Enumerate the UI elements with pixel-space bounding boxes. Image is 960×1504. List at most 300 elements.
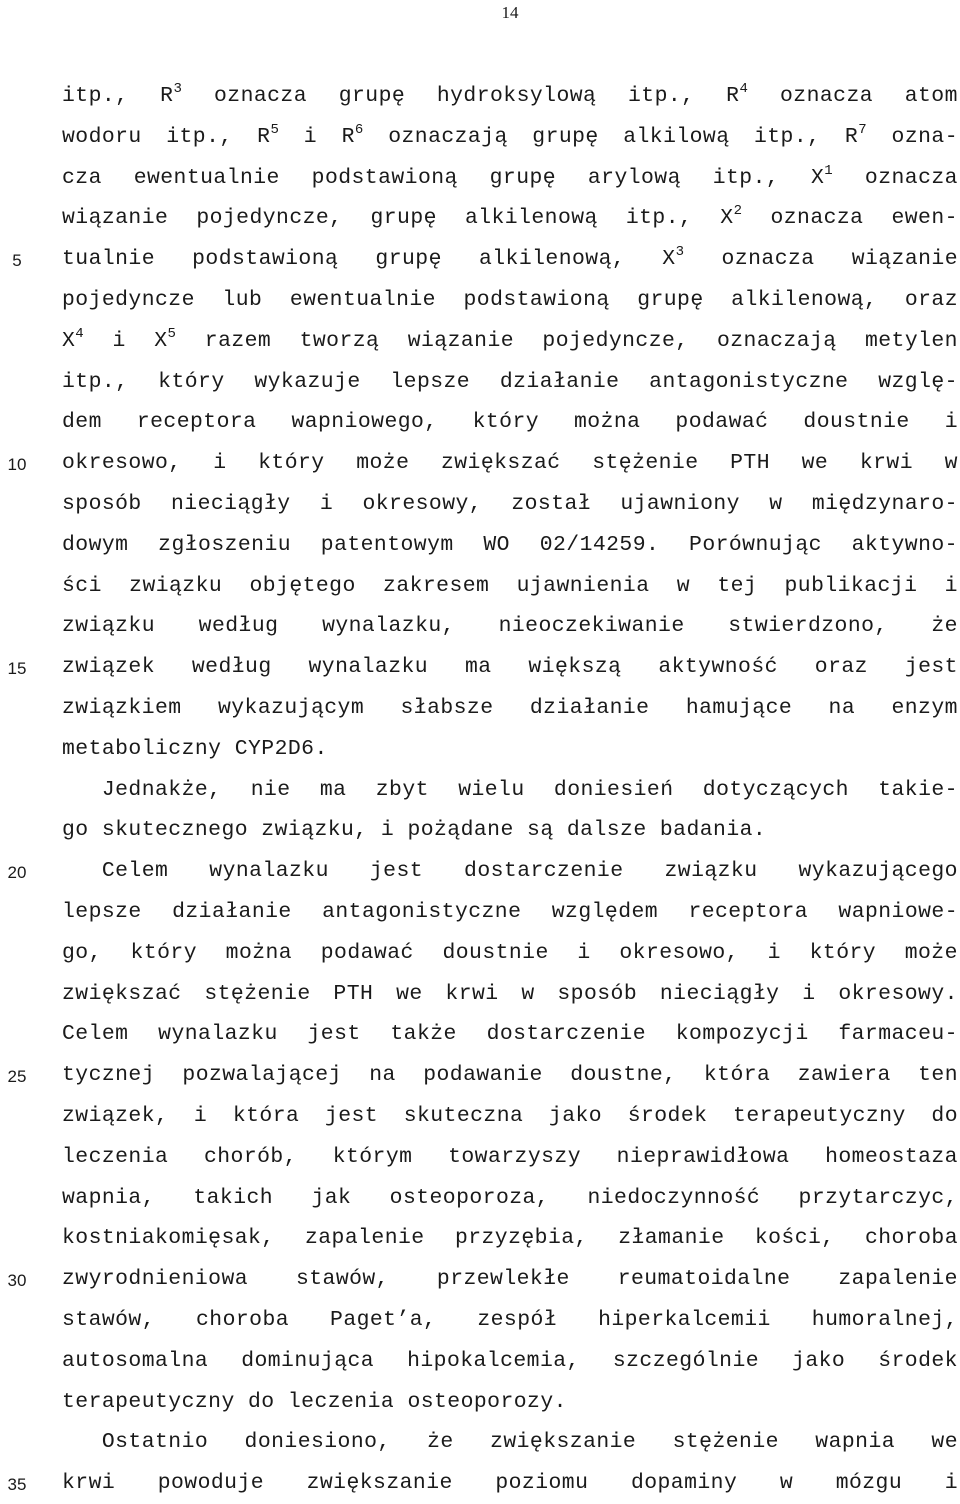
word: jako — [548, 1103, 603, 1128]
word: we — [396, 981, 423, 1006]
word: i — [112, 328, 126, 353]
word: alkilenową, — [478, 247, 626, 272]
word: okresowy, — [362, 491, 483, 516]
word: kostniakomięsak, — [62, 1226, 275, 1251]
text-line — [62, 1341, 958, 1382]
word: terapeutyczny — [733, 1103, 906, 1128]
word: grupę — [532, 124, 599, 149]
word: arylową — [587, 165, 681, 190]
text-line — [62, 1137, 958, 1178]
word: i — [767, 940, 781, 965]
word: która — [232, 1103, 300, 1128]
word: przyzębia, — [454, 1226, 588, 1251]
text-line — [62, 851, 958, 892]
word: pozwalającej — [182, 1063, 342, 1088]
word: doustnie — [803, 410, 910, 435]
word: grupę — [375, 247, 442, 272]
word: szczególnie — [612, 1348, 760, 1373]
word: stawów, — [295, 1267, 389, 1292]
word: pojedyncze — [62, 287, 195, 312]
word: jako — [792, 1348, 846, 1373]
word: słabsze — [400, 695, 494, 720]
text-line — [62, 321, 958, 362]
word: podstawioną — [463, 287, 610, 312]
word: 02/14259. — [539, 532, 660, 557]
word: ści — [62, 573, 102, 598]
word: zapalenie — [304, 1226, 425, 1251]
line-text: terapeutyczny do leczenia osteoporozy. — [62, 1389, 567, 1414]
word: wiązanie — [851, 247, 958, 272]
word: zapalenie — [838, 1267, 958, 1292]
word: hiperkalcemii — [598, 1307, 771, 1332]
superscript-index: 5 — [167, 325, 177, 342]
word: który — [158, 369, 225, 394]
word: we — [801, 451, 829, 476]
word: jest — [324, 1103, 379, 1128]
word: poziomu — [495, 1471, 589, 1496]
word: aktywno- — [851, 532, 958, 557]
word: kości, — [754, 1226, 835, 1251]
line-number-10: 10 — [7, 455, 27, 474]
word: i — [319, 491, 334, 516]
word: wykazującego — [798, 859, 958, 884]
word: chorób, — [203, 1144, 297, 1169]
word: zwiększać — [62, 981, 182, 1006]
word: i — [193, 1103, 208, 1128]
word: oznacza — [721, 247, 815, 272]
word: względem — [551, 899, 659, 924]
word: w — [676, 573, 691, 598]
word: reumatoidalne — [617, 1267, 791, 1292]
word: zwiększanie — [490, 1430, 637, 1455]
word: $X^3$ — [662, 244, 685, 272]
word: homeostaza — [825, 1144, 958, 1169]
word: hipokalcemia, — [407, 1348, 580, 1373]
word: okresowy. — [838, 981, 958, 1006]
text-line — [62, 158, 958, 199]
word: na — [369, 1063, 396, 1088]
word: tualnie — [62, 247, 156, 272]
text-line — [62, 770, 958, 811]
superscript-index: 4 — [739, 81, 749, 97]
word: powoduje — [157, 1471, 265, 1496]
word: dem — [62, 410, 102, 435]
word: i — [944, 573, 958, 598]
word: metylen — [864, 328, 958, 353]
word: takich — [193, 1185, 274, 1210]
word: alkilenową — [464, 206, 598, 231]
word: itp., — [62, 84, 129, 108]
word: $X^5$ — [154, 325, 177, 353]
word: choroba — [864, 1226, 958, 1251]
text-line — [62, 198, 958, 239]
text-line — [62, 484, 958, 525]
word: ujawnienia — [516, 573, 650, 598]
word: dostarczenie — [464, 859, 624, 884]
text-line — [62, 974, 958, 1015]
word: antagonistyczne — [649, 369, 849, 394]
word: do — [931, 1103, 958, 1128]
word: pojedyncze, — [542, 328, 689, 353]
word: Porównując — [689, 532, 822, 557]
word: tworzą — [299, 328, 380, 353]
word: itp., — [628, 84, 695, 108]
word: środek — [627, 1103, 708, 1128]
word: Celem — [62, 859, 169, 884]
line-number-20: 20 — [7, 863, 27, 882]
word: dostarczenie — [486, 1022, 647, 1047]
word: wapniowego, — [291, 410, 438, 435]
word: PTH — [730, 451, 770, 476]
word: enzym — [891, 695, 958, 720]
word: stawów, — [62, 1307, 156, 1332]
word: zbyt — [375, 777, 429, 802]
word: związek, — [62, 1103, 169, 1128]
superscript-index: 1 — [824, 162, 834, 179]
word: oznaczają — [716, 328, 837, 353]
word: $X^1$ — [810, 162, 834, 190]
word: dominująca — [241, 1348, 375, 1373]
text-line — [62, 933, 958, 974]
text-line — [62, 1178, 958, 1219]
word: objętego — [249, 573, 356, 598]
word: go, — [62, 940, 102, 965]
word: itp., — [753, 124, 821, 149]
word: zawiera — [797, 1063, 891, 1088]
word: autosomalna — [62, 1348, 209, 1373]
word: wiązanie — [407, 328, 515, 353]
word: który — [130, 940, 197, 965]
word: działanie — [529, 695, 650, 720]
text-line — [62, 280, 958, 321]
word: zgłoszeniu — [158, 532, 292, 557]
word: podawać — [675, 410, 769, 435]
word: okresowo, — [619, 940, 739, 965]
word: oznacza — [864, 165, 958, 190]
word: itp., — [712, 165, 780, 190]
word: ewentualnie — [133, 165, 280, 190]
word: Jednakże, — [62, 777, 222, 802]
word: lepsze — [390, 369, 471, 394]
word: wynalazku, — [322, 614, 455, 639]
text-line — [62, 1300, 958, 1341]
word: który — [258, 451, 325, 476]
word: i — [802, 981, 816, 1006]
word: nieciągły — [171, 491, 291, 516]
word: wapnia, — [62, 1185, 156, 1210]
word: oznacza — [214, 84, 308, 108]
word: PTH — [333, 981, 374, 1006]
word: doniesiono, — [244, 1430, 391, 1455]
word: hamujące — [685, 695, 793, 720]
line-text: go skutecznego związku, i pożądane są dalsze badania. — [62, 818, 767, 843]
word: działanie — [499, 369, 620, 394]
word: mózgu — [835, 1471, 903, 1496]
word: podawać — [320, 940, 414, 965]
word: można — [225, 940, 293, 965]
word: nie — [250, 777, 291, 802]
superscript-index: 5 — [270, 121, 280, 138]
word: $R^7$ — [844, 121, 868, 149]
line-number-35: 35 — [7, 1475, 27, 1494]
word: razem — [204, 328, 272, 353]
text-line — [62, 810, 958, 851]
word: związku — [664, 859, 758, 884]
word: podstawioną — [192, 247, 339, 272]
word: wielu — [458, 777, 525, 802]
word: jak — [311, 1185, 352, 1210]
word: dopaminy — [630, 1471, 738, 1496]
word: sposób — [557, 981, 638, 1006]
word: i — [213, 451, 227, 476]
word: krwi — [859, 451, 913, 476]
word: która — [703, 1063, 771, 1088]
word: ujawniony — [620, 491, 740, 516]
word: takie- — [878, 777, 958, 802]
word: ewentualnie — [289, 287, 436, 312]
word: lepsze — [62, 899, 142, 924]
word: krwi — [62, 1471, 116, 1496]
line-number-25: 25 — [7, 1067, 27, 1086]
word: ten — [918, 1063, 958, 1088]
word: w — [944, 451, 958, 476]
word: doustnie — [442, 940, 549, 965]
word: podawanie — [423, 1063, 543, 1088]
word: może — [904, 940, 958, 965]
word: w — [769, 491, 783, 516]
word: ma — [464, 655, 492, 680]
text-line — [62, 892, 958, 933]
text-line — [62, 729, 958, 770]
word: jest — [904, 655, 958, 680]
text-line — [62, 76, 958, 117]
word: leczenia — [62, 1144, 169, 1169]
superscript-index: 3 — [675, 244, 685, 261]
word: na — [828, 695, 856, 720]
text-line — [62, 1422, 958, 1463]
word: zakresem — [383, 573, 490, 598]
superscript-index: 4 — [75, 325, 85, 342]
word: większą — [528, 655, 622, 680]
word: $R^3$ — [160, 81, 183, 108]
word: $R^4$ — [726, 81, 749, 108]
word: pojedyncze, — [196, 206, 343, 231]
word: który — [472, 410, 540, 435]
word: krwi — [445, 981, 499, 1006]
word: skuteczna — [403, 1103, 524, 1128]
word: farmaceu- — [838, 1022, 958, 1047]
word: Ostatnio — [62, 1430, 209, 1455]
text-line — [62, 688, 958, 729]
word: towarzyszy — [448, 1144, 581, 1169]
word: grupę — [370, 206, 437, 231]
word: działanie — [172, 899, 292, 924]
word: grupę — [489, 165, 557, 190]
word: sposób — [62, 491, 142, 516]
word: wiązanie — [62, 206, 169, 231]
word: stężenie — [672, 1430, 779, 1455]
superscript-index: 7 — [858, 121, 868, 138]
word: i — [577, 940, 591, 965]
superscript-index: 3 — [173, 81, 183, 97]
word: podstawioną — [311, 165, 458, 190]
word: jest — [307, 1022, 361, 1047]
word: wykazującym — [217, 695, 365, 720]
word: wykazuje — [254, 369, 361, 394]
line-number-30: 30 — [7, 1271, 27, 1290]
text-line — [62, 402, 958, 443]
text-line — [62, 1259, 958, 1300]
line-text: metaboliczny CYP2D6. — [62, 736, 328, 761]
word: środek — [878, 1348, 958, 1373]
word: międzynaro- — [811, 491, 958, 516]
text-line — [62, 1055, 958, 1096]
text-line — [62, 1096, 958, 1137]
word: wynalazku — [158, 1022, 278, 1047]
word: według — [191, 655, 272, 680]
word: hydroksylową — [436, 84, 597, 108]
word: wynalazku — [209, 859, 329, 884]
word: oznacza — [770, 206, 864, 231]
word: $R^6$ — [341, 121, 364, 149]
word: itp., — [166, 124, 233, 149]
word: zespół — [477, 1307, 558, 1332]
superscript-index: 6 — [354, 121, 364, 138]
word: złamanie — [618, 1226, 725, 1251]
word: okresowo, — [62, 451, 182, 476]
text-line — [62, 1218, 958, 1259]
text-line — [62, 362, 958, 403]
word: doniesień — [553, 777, 674, 802]
word: związek — [62, 655, 156, 680]
text-line — [62, 443, 958, 484]
word: w — [521, 981, 535, 1006]
word: alkilową — [623, 124, 730, 149]
word: także — [390, 1022, 457, 1047]
word: $X^2$ — [720, 203, 743, 231]
word: niedoczynność — [587, 1185, 761, 1210]
word: którym — [332, 1144, 413, 1169]
word: nieoczekiwanie — [498, 614, 685, 639]
text-line — [62, 566, 958, 607]
word: stężenie — [592, 451, 699, 476]
line-number-5: 5 — [12, 251, 22, 270]
word: w — [779, 1471, 794, 1496]
text-line — [62, 117, 958, 158]
word: alkilenową, — [731, 287, 878, 312]
word: lub — [222, 287, 263, 312]
word: aktywność — [658, 655, 778, 680]
word: oznaczają — [388, 124, 508, 149]
word: kompozycji — [675, 1022, 809, 1047]
word: Celem — [62, 1022, 129, 1047]
word: może — [356, 451, 410, 476]
word: oraz — [904, 287, 958, 312]
word: receptora — [688, 899, 809, 924]
word: publikacji — [784, 573, 918, 598]
word: stężenie — [204, 981, 311, 1006]
word: związku — [62, 614, 156, 639]
document-body — [62, 76, 958, 1504]
word: że — [427, 1430, 454, 1455]
word: związkiem — [62, 695, 182, 720]
text-line — [62, 525, 958, 566]
page-number: 14 — [501, 3, 519, 22]
text-line — [62, 1382, 958, 1423]
word: według — [198, 614, 279, 639]
word: i — [944, 410, 958, 435]
word: cza — [62, 165, 102, 190]
word: nieciągły — [659, 981, 780, 1006]
line-number-gutter — [0, 0, 40, 1497]
word: receptora — [136, 410, 257, 435]
word: tej — [717, 573, 758, 598]
text-line — [62, 1463, 958, 1504]
word: choroba — [196, 1307, 290, 1332]
text-line — [62, 239, 958, 280]
word: wapniowe- — [838, 899, 958, 924]
word: osteoporoza, — [389, 1185, 550, 1210]
word: we — [931, 1430, 958, 1455]
word: grupę — [338, 84, 406, 108]
word: atom — [904, 84, 958, 108]
text-line — [62, 606, 958, 647]
word: że — [931, 614, 958, 639]
word: można — [574, 410, 641, 435]
word: WO — [483, 532, 510, 557]
word: zwiększanie — [306, 1471, 453, 1496]
word: ewen- — [891, 206, 958, 231]
word: antagonistyczne — [322, 899, 522, 924]
word: który — [809, 940, 877, 965]
word: doustne, — [570, 1063, 677, 1088]
word: przytarczyc, — [798, 1185, 958, 1210]
word: $R^5$ — [257, 121, 280, 149]
word: zwiększać — [440, 451, 561, 476]
word: ozna- — [891, 124, 958, 149]
line-number-15: 15 — [7, 659, 27, 678]
word: ma — [319, 777, 347, 802]
word: dowym — [62, 532, 129, 557]
text-line — [62, 647, 958, 688]
word: i — [303, 124, 318, 149]
word: itp., — [62, 369, 129, 394]
word: nieprawidłowa — [616, 1144, 790, 1169]
word: grupę — [637, 287, 704, 312]
word: i — [944, 1471, 958, 1496]
word: dotyczących — [702, 777, 849, 802]
word: został — [511, 491, 592, 516]
word: itp., — [625, 206, 693, 231]
word: patentowym — [320, 532, 454, 557]
text-line — [62, 1014, 958, 1055]
word: wynalazku — [308, 655, 429, 680]
word: związku — [129, 573, 223, 598]
word: $X^4$ — [62, 325, 85, 353]
word: oraz — [814, 655, 868, 680]
word: wzglę- — [878, 369, 958, 394]
word: tycznej — [62, 1063, 156, 1088]
superscript-index: 2 — [733, 203, 743, 220]
word: wapnia — [815, 1430, 896, 1455]
word: stwierdzono, — [728, 614, 888, 639]
word: Paget’a, — [330, 1307, 437, 1332]
word: zwyrodnieniowa — [62, 1267, 249, 1292]
word: humoralnej, — [811, 1307, 958, 1332]
word: wodoru — [62, 124, 142, 149]
word: oznacza — [780, 84, 874, 108]
word: jest — [369, 859, 424, 884]
